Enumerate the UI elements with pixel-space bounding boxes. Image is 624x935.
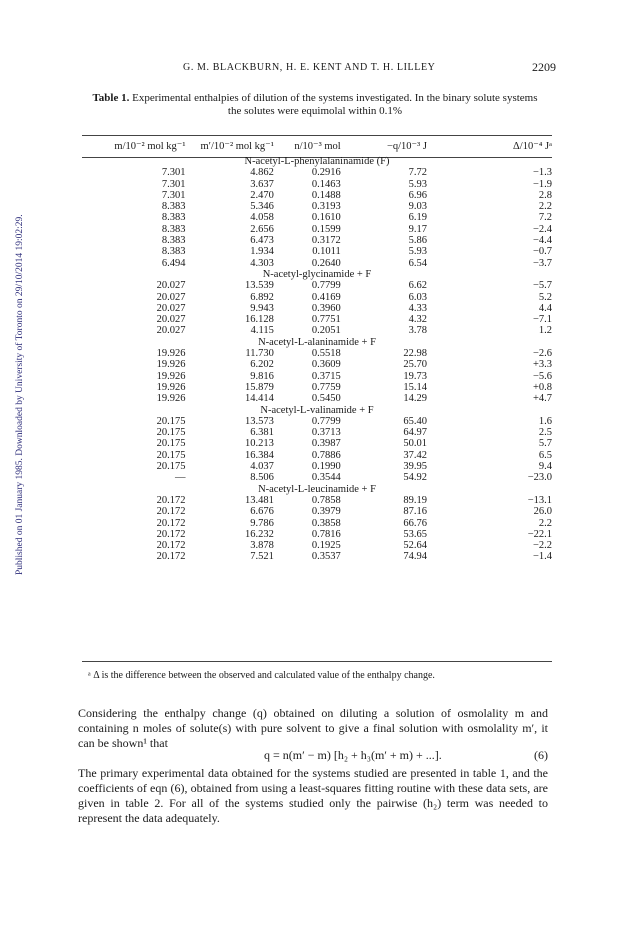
cell-n: 0.7886	[311, 449, 341, 461]
table-row	[82, 518, 552, 529]
cell-m-prime: 16.128	[245, 314, 274, 326]
cell-m: 20.172	[156, 540, 186, 552]
cell-q: 6.54	[408, 257, 427, 269]
cell-m-prime: 3.878	[250, 540, 274, 552]
cell-delta: 1.2	[538, 325, 552, 337]
cell-delta: −3.7	[532, 257, 552, 269]
cell-q: 87.16	[403, 506, 427, 518]
section-title: N-acetyl-L-alaninamide + F	[258, 336, 376, 348]
section-title: N-acetyl-L-phenylalaninamide (F)	[244, 156, 390, 167]
table-row	[82, 551, 552, 562]
table-caption	[90, 92, 540, 118]
cell-m-prime: 1.934	[250, 246, 274, 258]
cell-m-prime: 6.202	[250, 359, 274, 371]
cell-n: 0.3987	[311, 438, 341, 450]
table-row	[82, 416, 552, 427]
table-row	[82, 393, 552, 404]
table-row	[82, 235, 552, 246]
table-header-row	[82, 138, 552, 156]
cell-m-prime: 6.381	[250, 427, 274, 439]
cell-delta: −1.4	[532, 551, 552, 563]
cell-delta: +0.8	[532, 381, 552, 393]
cell-delta: −5.6	[532, 370, 552, 382]
table-row	[82, 167, 552, 178]
cell-m-prime: 4.058	[250, 212, 274, 224]
cell-q: 6.96	[408, 189, 427, 201]
section-title: N-acetyl-L-valinamide + F	[260, 404, 374, 416]
cell-m-prime: 6.473	[250, 235, 274, 247]
page-number: 2209	[532, 60, 556, 74]
cell-m: 20.172	[156, 528, 186, 540]
cell-n: 0.3858	[311, 517, 341, 529]
cell-q: 54.92	[403, 472, 427, 484]
section-title: N-acetyl-glycinamide + F	[262, 268, 372, 280]
table-row	[82, 359, 552, 370]
table-row	[82, 472, 552, 483]
section-title-row	[82, 156, 552, 167]
cell-delta: −2.2	[532, 540, 552, 552]
cell-m-prime: 13.573	[245, 415, 274, 427]
equation-number: (6)	[534, 748, 548, 762]
table-row	[82, 461, 552, 472]
cell-q: 7.72	[408, 167, 427, 179]
cell-m: 6.494	[161, 257, 186, 269]
cell-delta: 2.2	[538, 201, 552, 213]
cell-m: 7.301	[161, 167, 186, 179]
section-title-row	[82, 484, 552, 495]
cell-delta: 1.6	[538, 415, 552, 427]
cell-m-prime: 11.730	[245, 348, 274, 360]
cell-m: 8.383	[161, 212, 186, 224]
cell-q: 5.93	[408, 246, 427, 258]
download-watermark-text: Published on 01 January 1985. Downloaded by University of Toronto on 29/10/2014 19:02:29.	[15, 214, 25, 575]
cell-delta: 2.2	[538, 517, 552, 529]
cell-q: 15.14	[403, 381, 427, 393]
cell-n: 0.7751	[311, 314, 341, 326]
cell-n: 0.1990	[311, 461, 341, 473]
cell-m-prime: 13.539	[245, 280, 274, 292]
table-row	[82, 246, 552, 257]
cell-n: 0.3193	[311, 201, 341, 213]
cell-delta: −23.0	[527, 472, 552, 484]
cell-n: 0.3172	[311, 235, 341, 247]
cell-q: 6.03	[408, 291, 427, 303]
cell-m-prime: 7.521	[250, 551, 274, 563]
cell-n: 0.2640	[311, 257, 341, 269]
cell-delta: −5.7	[532, 280, 552, 292]
cell-n: 0.7799	[311, 280, 341, 292]
header-m: m/10⁻² mol kg⁻¹	[114, 141, 186, 152]
table-row	[82, 325, 552, 336]
cell-m-prime: 3.637	[250, 178, 274, 190]
section-title: N-acetyl-L-leucinamide + F	[258, 483, 376, 495]
cell-q: 66.76	[403, 517, 427, 529]
section-title-row	[82, 269, 552, 280]
running-head-authors: G. M. BLACKBURN, H. E. KENT AND T. H. LILLEY	[183, 62, 436, 73]
cell-n: 0.2916	[311, 167, 341, 179]
section-title-row	[82, 405, 552, 416]
body-paragraph-2: The primary experimental data obtained for the systems studied are presented in table 1, and the coefficients of eqn (6), obtained from using a least-squares fitting routine with these data sets, are given in table 2. For all of the systems studied only the pairwise (h₂) term was needed to represent the data adequately.	[78, 766, 548, 825]
cell-m-prime: 8.506	[250, 472, 274, 484]
cell-q: 6.19	[408, 212, 427, 224]
cell-q: 25.70	[403, 359, 427, 371]
cell-q: 9.17	[408, 223, 427, 235]
equation-6	[78, 748, 548, 763]
cell-m: 19.926	[156, 381, 186, 393]
cell-n: 0.5518	[311, 348, 341, 360]
cell-m-prime: 6.892	[250, 291, 274, 303]
body-paragraph-1: Considering the enthalpy change (q) obtained on diluting a solution of osmolality m and containing n moles of solute(s) with pure solvent to give a final solution with osmolality m′, it can be shown¹ that	[78, 706, 548, 750]
table-caption-label: Table 1.	[92, 92, 130, 104]
cell-m: 8.383	[161, 246, 186, 258]
cell-m-prime: 9.786	[250, 517, 274, 529]
cell-m: 20.027	[156, 302, 186, 314]
cell-m-prime: 6.676	[250, 506, 274, 518]
cell-m: 20.175	[156, 427, 186, 439]
cell-n: 0.1011	[312, 246, 341, 258]
cell-q: 37.42	[403, 449, 427, 461]
cell-m: 20.175	[156, 438, 186, 450]
cell-q: 52.64	[403, 540, 427, 552]
cell-delta: −7.1	[532, 314, 552, 326]
header-delta: Δ/10⁻⁴ Jᵃ	[513, 141, 552, 152]
cell-m: 8.383	[161, 223, 186, 235]
cell-m: 19.926	[156, 348, 186, 360]
cell-m: 20.175	[156, 449, 186, 461]
cell-delta: 9.4	[538, 461, 552, 473]
cell-n: 0.1463	[311, 178, 341, 190]
table-row	[82, 212, 552, 223]
cell-m: —	[174, 472, 186, 484]
cell-q: 19.73	[403, 370, 427, 382]
table-row	[82, 506, 552, 517]
section-title-row	[82, 337, 552, 348]
table-bottom-rule	[82, 661, 552, 662]
cell-n: 0.3609	[311, 359, 341, 371]
table-row	[82, 258, 552, 269]
table-row	[82, 314, 552, 325]
cell-m: 20.172	[156, 506, 186, 518]
cell-delta: −1.3	[532, 167, 552, 179]
table-row	[82, 179, 552, 190]
cell-n: 0.2051	[311, 325, 341, 337]
cell-m-prime: 13.481	[245, 494, 274, 506]
cell-m-prime: 10.213	[245, 438, 274, 450]
cell-m-prime: 16.384	[245, 449, 274, 461]
table-row	[82, 201, 552, 212]
cell-delta: 2.8	[538, 189, 552, 201]
cell-q: 53.65	[403, 528, 427, 540]
equation-body: q = n(m′ − m) [h₂ + h₃(m′ + m) + ...].	[264, 748, 442, 762]
cell-m: 20.175	[156, 461, 186, 473]
cell-n: 0.1488	[311, 189, 341, 201]
cell-delta: −0.7	[532, 246, 552, 258]
cell-q: 89.19	[403, 494, 427, 506]
cell-n: 0.1599	[311, 223, 341, 235]
header-q: −q/10⁻³ J	[386, 141, 427, 152]
cell-q: 9.03	[408, 201, 427, 213]
table-top-rule	[82, 135, 552, 136]
cell-n: 0.1610	[311, 212, 341, 224]
cell-delta: 26.0	[533, 506, 552, 518]
running-head	[0, 62, 624, 78]
table-row	[82, 348, 552, 359]
cell-delta: −2.6	[532, 348, 552, 360]
cell-n: 0.3979	[311, 506, 341, 518]
cell-delta: 5.7	[538, 438, 552, 450]
cell-m-prime: 9.816	[250, 370, 274, 382]
cell-n: 0.7858	[311, 494, 341, 506]
cell-m-prime: 15.879	[245, 381, 274, 393]
cell-n: 0.7799	[311, 415, 341, 427]
cell-delta: −4.4	[532, 235, 552, 247]
cell-delta: −2.4	[532, 223, 552, 235]
cell-q: 4.32	[408, 314, 427, 326]
cell-q: 6.62	[408, 280, 427, 292]
cell-delta: +3.3	[532, 359, 552, 371]
cell-m: 7.301	[161, 189, 186, 201]
cell-n: 0.3544	[311, 472, 341, 484]
cell-n: 0.7759	[311, 381, 341, 393]
cell-m: 20.172	[156, 494, 186, 506]
cell-n: 0.3960	[311, 302, 341, 314]
table-row	[82, 280, 552, 291]
cell-delta: −22.1	[527, 528, 552, 540]
cell-delta: 7.2	[538, 212, 552, 224]
cell-n: 0.7816	[311, 528, 341, 540]
cell-delta: 6.5	[538, 449, 552, 461]
cell-q: 4.33	[408, 302, 427, 314]
cell-m-prime: 16.232	[245, 528, 274, 540]
cell-q: 64.97	[403, 427, 427, 439]
cell-m: 20.027	[156, 325, 186, 337]
cell-m: 8.383	[161, 201, 186, 213]
table-row	[82, 382, 552, 393]
table-row	[82, 540, 552, 551]
cell-m: 19.926	[156, 359, 186, 371]
table-row	[82, 495, 552, 506]
cell-delta: 4.4	[538, 302, 552, 314]
cell-q: 74.94	[403, 551, 427, 563]
cell-q: 3.78	[408, 325, 427, 337]
cell-n: 0.5450	[311, 393, 341, 405]
cell-delta: 2.5	[538, 427, 552, 439]
cell-delta: +4.7	[532, 393, 552, 405]
cell-q: 5.86	[408, 235, 427, 247]
cell-n: 0.4169	[311, 291, 341, 303]
cell-m-prime: 4.037	[250, 461, 274, 473]
cell-m: 7.301	[161, 178, 186, 190]
cell-m: 8.383	[161, 235, 186, 247]
table-row	[82, 450, 552, 461]
table-footnote: ᵃ Δ is the difference between the observed and calculated value of the enthalpy change.	[88, 670, 435, 681]
cell-q: 50.01	[403, 438, 427, 450]
cell-m: 19.926	[156, 370, 186, 382]
cell-m: 20.172	[156, 551, 186, 563]
cell-n: 0.3537	[311, 551, 341, 563]
cell-m-prime: 4.303	[250, 257, 274, 269]
cell-m: 19.926	[156, 393, 186, 405]
cell-delta: −1.9	[532, 178, 552, 190]
cell-q: 39.95	[403, 461, 427, 473]
cell-q: 22.98	[403, 348, 427, 360]
cell-m: 20.027	[156, 314, 186, 326]
cell-m: 20.172	[156, 517, 186, 529]
table-caption-text: Experimental enthalpies of dilution of the systems investigated. In the binary solute systems the solutes were equimolal within 0.1%	[132, 92, 538, 117]
cell-m-prime: 4.115	[250, 325, 274, 337]
header-m-prime: m′/10⁻² mol kg⁻¹	[200, 141, 274, 152]
cell-n: 0.1925	[311, 540, 341, 552]
cell-n: 0.3715	[311, 370, 341, 382]
cell-q: 5.93	[408, 178, 427, 190]
cell-n: 0.3713	[311, 427, 341, 439]
download-watermark	[3, 165, 25, 585]
cell-q: 65.40	[403, 415, 427, 427]
table-row	[82, 190, 552, 201]
cell-m-prime: 2.470	[250, 189, 274, 201]
enthalpy-table	[82, 138, 552, 563]
table-row	[82, 303, 552, 314]
cell-m-prime: 14.414	[245, 393, 274, 405]
cell-m-prime: 2.656	[250, 223, 274, 235]
table-row	[82, 371, 552, 382]
cell-q: 14.29	[403, 393, 427, 405]
table-row	[82, 427, 552, 438]
table-row	[82, 224, 552, 235]
table-row	[82, 438, 552, 449]
cell-delta: 5.2	[538, 291, 552, 303]
cell-m: 20.027	[156, 291, 186, 303]
header-n: n/10⁻³ mol	[294, 141, 341, 152]
cell-m-prime: 4.862	[250, 167, 274, 179]
cell-delta: −13.1	[527, 494, 552, 506]
cell-m: 20.175	[156, 415, 186, 427]
table-row	[82, 529, 552, 540]
cell-m-prime: 9.943	[250, 302, 274, 314]
table-row	[82, 292, 552, 303]
cell-m-prime: 5.346	[250, 201, 274, 213]
cell-m: 20.027	[156, 280, 186, 292]
